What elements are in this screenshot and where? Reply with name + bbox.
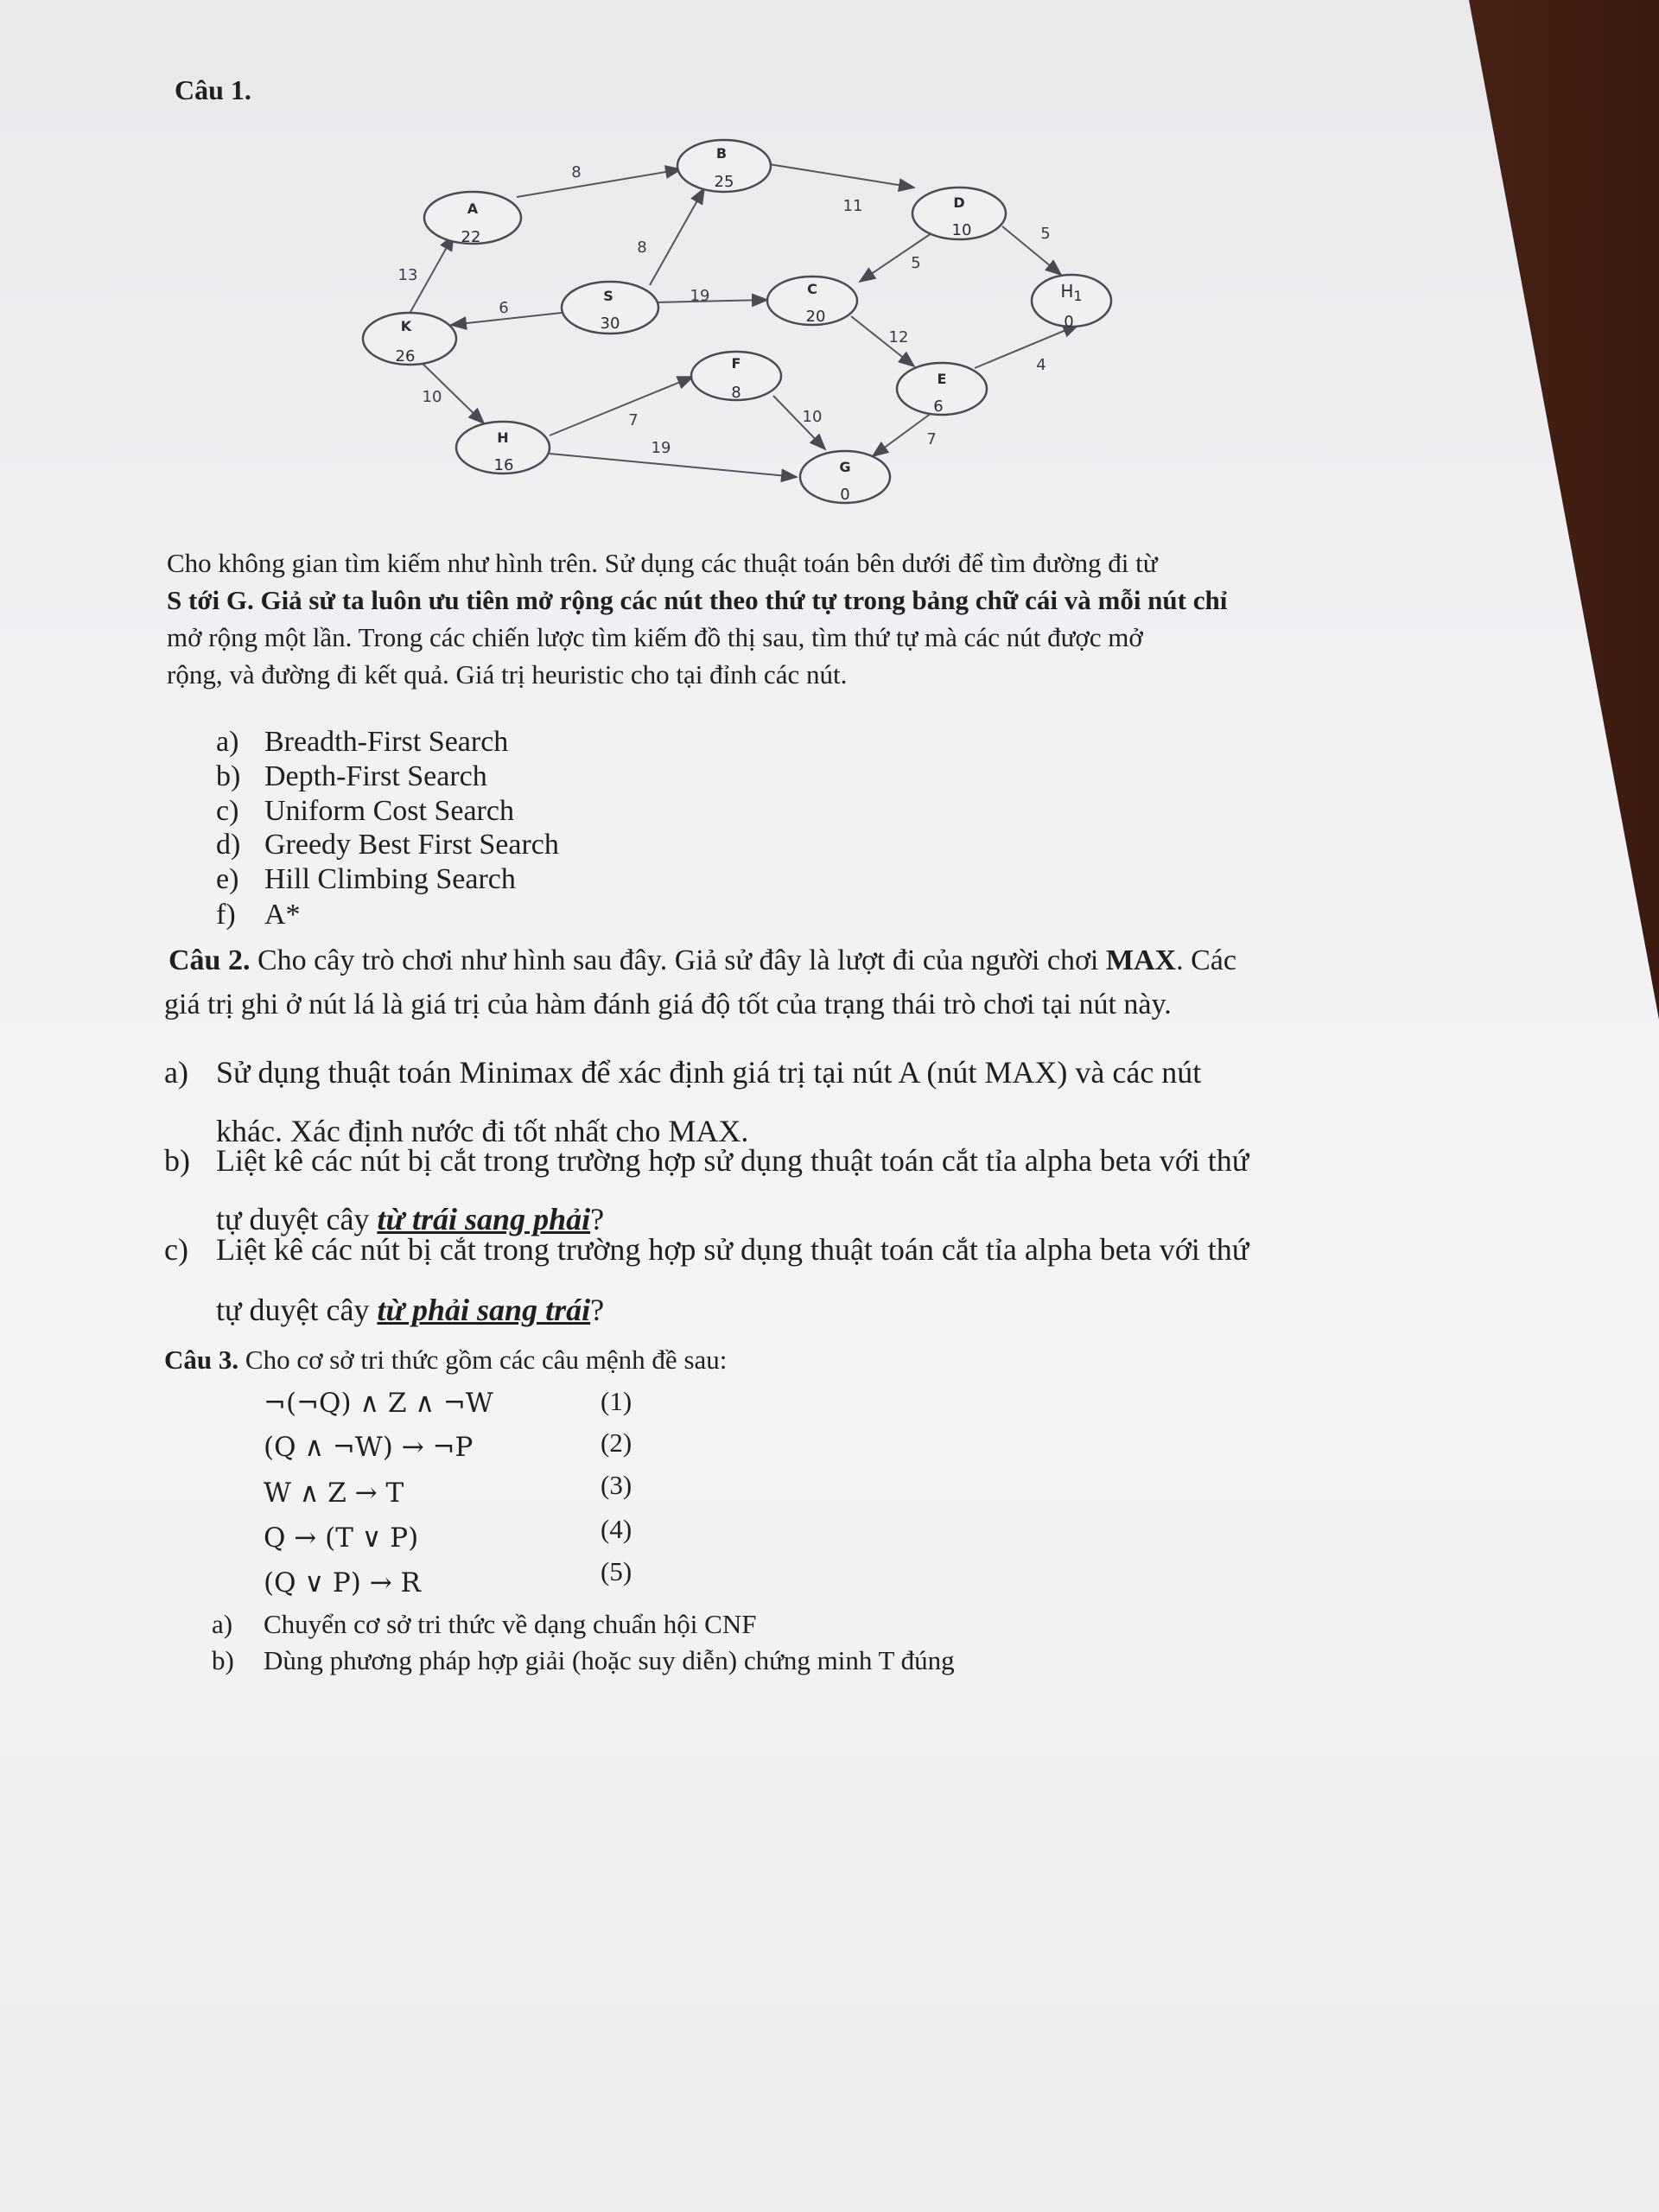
node-heuristic-f: 8 — [731, 384, 741, 402]
edge-s-b — [650, 188, 704, 285]
node-heuristic-g: 0 — [840, 486, 850, 504]
edge-weight-d-c: 5 — [911, 254, 921, 272]
q1-title: Câu 1. — [175, 74, 251, 105]
q3-formula-3: W ∧ Z → T — [264, 1478, 404, 1509]
q2-item-b-line-1: b) Liệt kê các nút bị cắt trong trường hợp sử dụng thuật toán cắt tỉa alpha beta với thứ — [164, 1143, 1249, 1178]
node-heuristic-h: 16 — [493, 456, 514, 474]
node-heuristic-s: 30 — [600, 315, 620, 333]
q3-formula-1: ¬(¬Q) ∧ Z ∧ ¬W — [264, 1388, 493, 1419]
node-label-c: C — [807, 281, 817, 297]
node-label-s: S — [603, 288, 613, 304]
node-label-g: G — [839, 459, 851, 475]
edge-weight-k-h: 10 — [422, 388, 442, 406]
edge-e-h1 — [975, 325, 1078, 368]
edge-e-g — [873, 413, 931, 456]
node-label-b: B — [715, 145, 728, 162]
edge-weight-k-a: 13 — [397, 266, 418, 284]
q3-title: Câu 3. — [164, 1344, 239, 1375]
edge-weight-c-e: 12 — [888, 328, 909, 346]
q3-formula-4: Q → (T ∨ P) — [264, 1522, 419, 1554]
edge-weight-a-b: 8 — [571, 163, 582, 181]
q1-paragraph-line-2: S tới G. Giả sử ta luôn ưu tiên mở rộng các nút theo thứ tự trong bảng chữ cái và mỗi nút chỉ — [167, 585, 1228, 615]
q1-item-b: b) Depth-First Search — [216, 760, 487, 792]
node-heuristic-d: 10 — [951, 221, 972, 239]
edge-d-h1 — [1002, 226, 1061, 275]
node-label-d: D — [953, 194, 965, 211]
node-heuristic-c: 20 — [805, 308, 826, 326]
q1-item-c: c) Uniform Cost Search — [216, 795, 514, 827]
q3-formula-1-number: (1) — [601, 1386, 632, 1416]
edge-weight-s-c: 19 — [690, 287, 710, 305]
q2-item-a-line-1: a) Sử dụng thuật toán Minimax để xác định giá trị tại nút A (nút MAX) và các nút — [164, 1055, 1202, 1090]
edge-weight-h-f: 7 — [628, 411, 639, 429]
edge-h-f — [550, 377, 693, 435]
q2-intro-line-2: giá trị ghi ở nút lá là giá trị của hàm đánh giá độ tốt của trạng thái trò chơi tại nút này. — [164, 988, 1172, 1020]
node-label-a: A — [467, 200, 479, 217]
q1-item-d: d) Greedy Best First Search — [216, 829, 559, 861]
q2-intro-line-1: Câu 2. Cho cây trò chơi như hình sau đây. Giả sử đây là lượt đi của người chơi MAX. Các — [168, 944, 1236, 976]
edge-weight-h-g: 19 — [651, 439, 671, 457]
q3-formula-2-number: (2) — [601, 1427, 632, 1458]
edge-weight-s-b: 8 — [637, 238, 647, 257]
q1-item-a: a) Breadth-First Search — [216, 726, 509, 758]
q1-paragraph-line-1: Cho không gian tìm kiếm như hình trên. Sử dụng các thuật toán bên dưới để tìm đường đi từ — [167, 548, 1158, 578]
node-heuristic-a: 22 — [461, 228, 481, 246]
node-heuristic-k: 26 — [395, 347, 416, 365]
edge-weight-e-g: 7 — [926, 430, 937, 448]
edge-weight-f-g: 10 — [802, 408, 823, 426]
node-heuristic-e: 6 — [933, 397, 944, 416]
node-label-h: H — [497, 429, 509, 446]
edge-b-d — [769, 164, 914, 188]
q3-item-b: b) Dùng phương pháp hợp giải (hoặc suy diễn) chứng minh T đúng — [212, 1645, 955, 1675]
q2-title: Câu 2. — [168, 944, 251, 976]
q2-item-c-line-1: c) Liệt kê các nút bị cắt trong trường hợp sử dụng thuật toán cắt tỉa alpha beta với thứ — [164, 1232, 1249, 1267]
q2-item-a-line-2: khác. Xác định nước đi tốt nhất cho MAX. — [216, 1114, 749, 1148]
edge-h-g — [550, 454, 797, 477]
edge-weight-s-k: 6 — [499, 299, 509, 317]
edge-a-b — [517, 169, 681, 197]
q3-formula-5: (Q ∨ P) → R — [264, 1567, 421, 1599]
q3-item-a: a) Chuyển cơ sở tri thức về dạng chuẩn hội CNF — [212, 1609, 757, 1639]
q3-intro: Câu 3. Cho cơ sở tri thức gồm các câu mệnh đề sau: — [164, 1344, 728, 1375]
q3-formula-5-number: (5) — [601, 1556, 632, 1586]
q1-paragraph-line-4: rộng, và đường đi kết quả. Giá trị heuristic cho tại đỉnh các nút. — [167, 659, 848, 690]
q3-formula-2: (Q ∧ ¬W) → ¬P — [264, 1432, 474, 1463]
q2-item-b-line-2: tự duyệt cây từ trái sang phải? — [216, 1202, 605, 1236]
node-label-e: E — [937, 371, 947, 387]
node-heuristic-b: 25 — [714, 173, 734, 191]
node-label-f: F — [731, 355, 741, 372]
q1-item-f: f) A* — [216, 899, 301, 931]
node-label-k: K — [400, 318, 412, 334]
edge-weight-d-h1: 5 — [1040, 225, 1051, 243]
node-label-h1: $H_1$ — [1060, 281, 1083, 304]
q3-formula-3-number: (3) — [601, 1470, 632, 1500]
edge-weight-b-d: 11 — [842, 197, 863, 215]
edge-weight-e-h1: 4 — [1036, 356, 1046, 374]
q2-item-c-line-2: tự duyệt cây từ phải sang trái? — [216, 1293, 605, 1327]
edge-s-c — [654, 300, 767, 302]
q1-paragraph-line-3: mở rộng một lần. Trong các chiến lược tìm kiếm đồ thị sau, tìm thứ tự mà các nút được mở — [167, 622, 1143, 652]
node-heuristic-h1: 0 — [1064, 313, 1074, 331]
q3-formula-4-number: (4) — [601, 1514, 632, 1544]
q1-item-e: e) Hill Climbing Search — [216, 863, 516, 895]
